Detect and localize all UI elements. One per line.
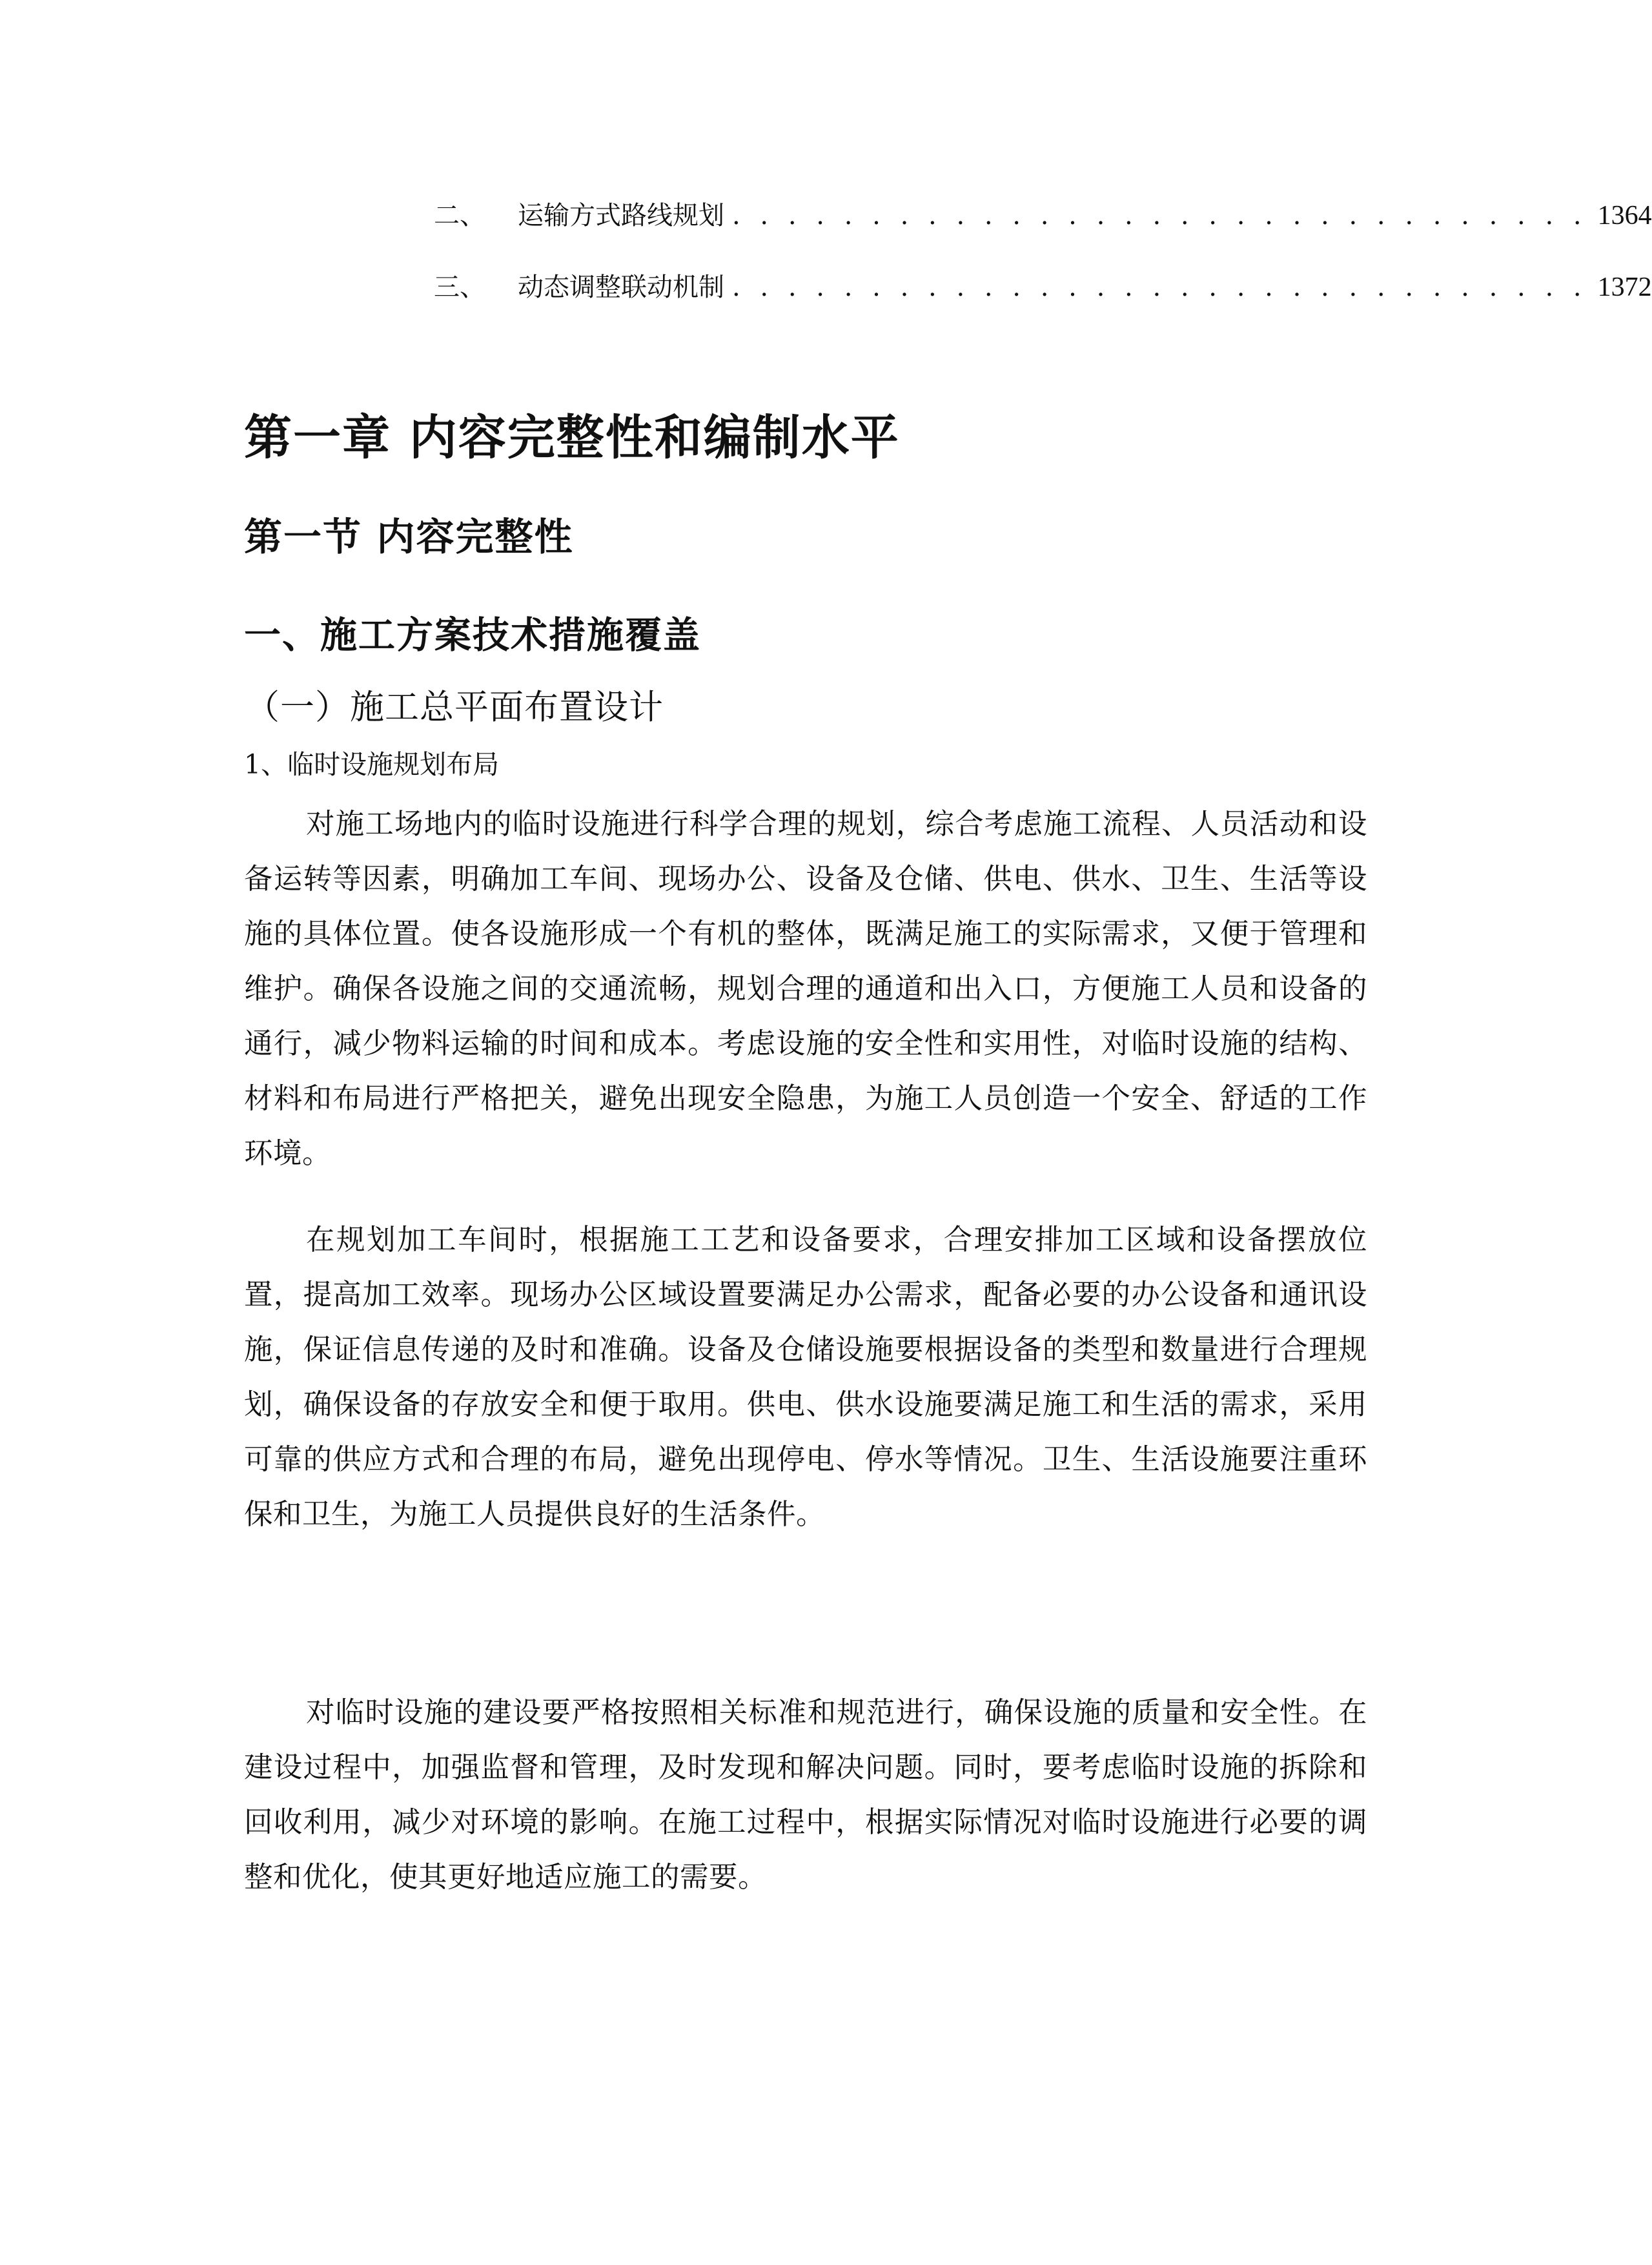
toc-entry[interactable] (434, 192, 1652, 239)
body-paragraph: 在规划加工车间时，根据施工工艺和设备要求，合理安排加工区域和设备摆放位置，提高加工效率。现场办公区域设置要满足办公需求，配备必要的办公设备和通讯设施，保证信息传递的及时和准确。设备及仓储设施要根据设备的类型和数量进行合理规划，确保设备的存放安全和便于取用。供电、供水设施要满足施工和生活的需求，采用可靠的供应方式和合理的布局，避免出现停电、停水等情况。卫生、生活设施要注重环保和卫生，为施工人员提供良好的生活条件。 (244, 1224, 1367, 1531)
toc-entry-number: 二、 (434, 201, 485, 231)
body-paragraph: 对临时设施的建设要严格按照相关标准和规范进行，确保设施的质量和安全性。在建设过程中，加强监督和管理，及时发现和解决问题。同时，要考虑临时设施的拆除和回收利用，减少对环境的影响。在施工过程中，根据实际情况对临时设施进行必要的调整和优化，使其更好地适应施工的需要。 (244, 1696, 1367, 1894)
toc-leader-dots: . . . . . . . . . . . . . . . . . . . . . . . . . . . . . . . (732, 272, 1587, 302)
toc-entry-page: 1372 (1597, 272, 1652, 302)
toc-entry-title: 动态调整联动机制 (518, 272, 724, 302)
body-paragraph: 对施工场地内的临时设施进行科学合理的规划，综合考虑施工流程、人员活动和设备运转等因素，明确加工车间、现场办公、设备及仓储、供电、供水、卫生、生活等设施的具体位置。使各设施形成一个有机的整体，既满足施工的实际需求，又便于管理和维护。确保各设施之间的交通流畅，规划合理的通道和出入口，方便施工人员和设备的通行，减少物料运输的时间和成本。考虑设施的安全性和实用性，对临时设施的结构、材料和布局进行严格把关，避免出现安全隐患，为施工人员创造一个安全、舒适的工作环境。 (244, 808, 1367, 1170)
subsubsection-title: （一）施工总平面布置设计 (245, 688, 664, 727)
toc-entry-title: 运输方式路线规划 (518, 201, 724, 231)
section-title: 第一节 内容完整性 (244, 515, 574, 559)
item-title: 1、临时设施规划布局 (244, 749, 500, 780)
chapter-title: 第一章 内容完整性和编制水平 (244, 410, 900, 466)
subsection-title: 一、施工方案技术措施覆盖 (244, 614, 701, 657)
toc-entry-page: 1364 (1597, 201, 1652, 231)
toc-leader-dots: . . . . . . . . . . . . . . . . . . . . . . . . . . . . . . . (732, 201, 1587, 231)
toc-entry-number: 三、 (434, 272, 485, 302)
toc-entry[interactable] (434, 264, 1652, 311)
